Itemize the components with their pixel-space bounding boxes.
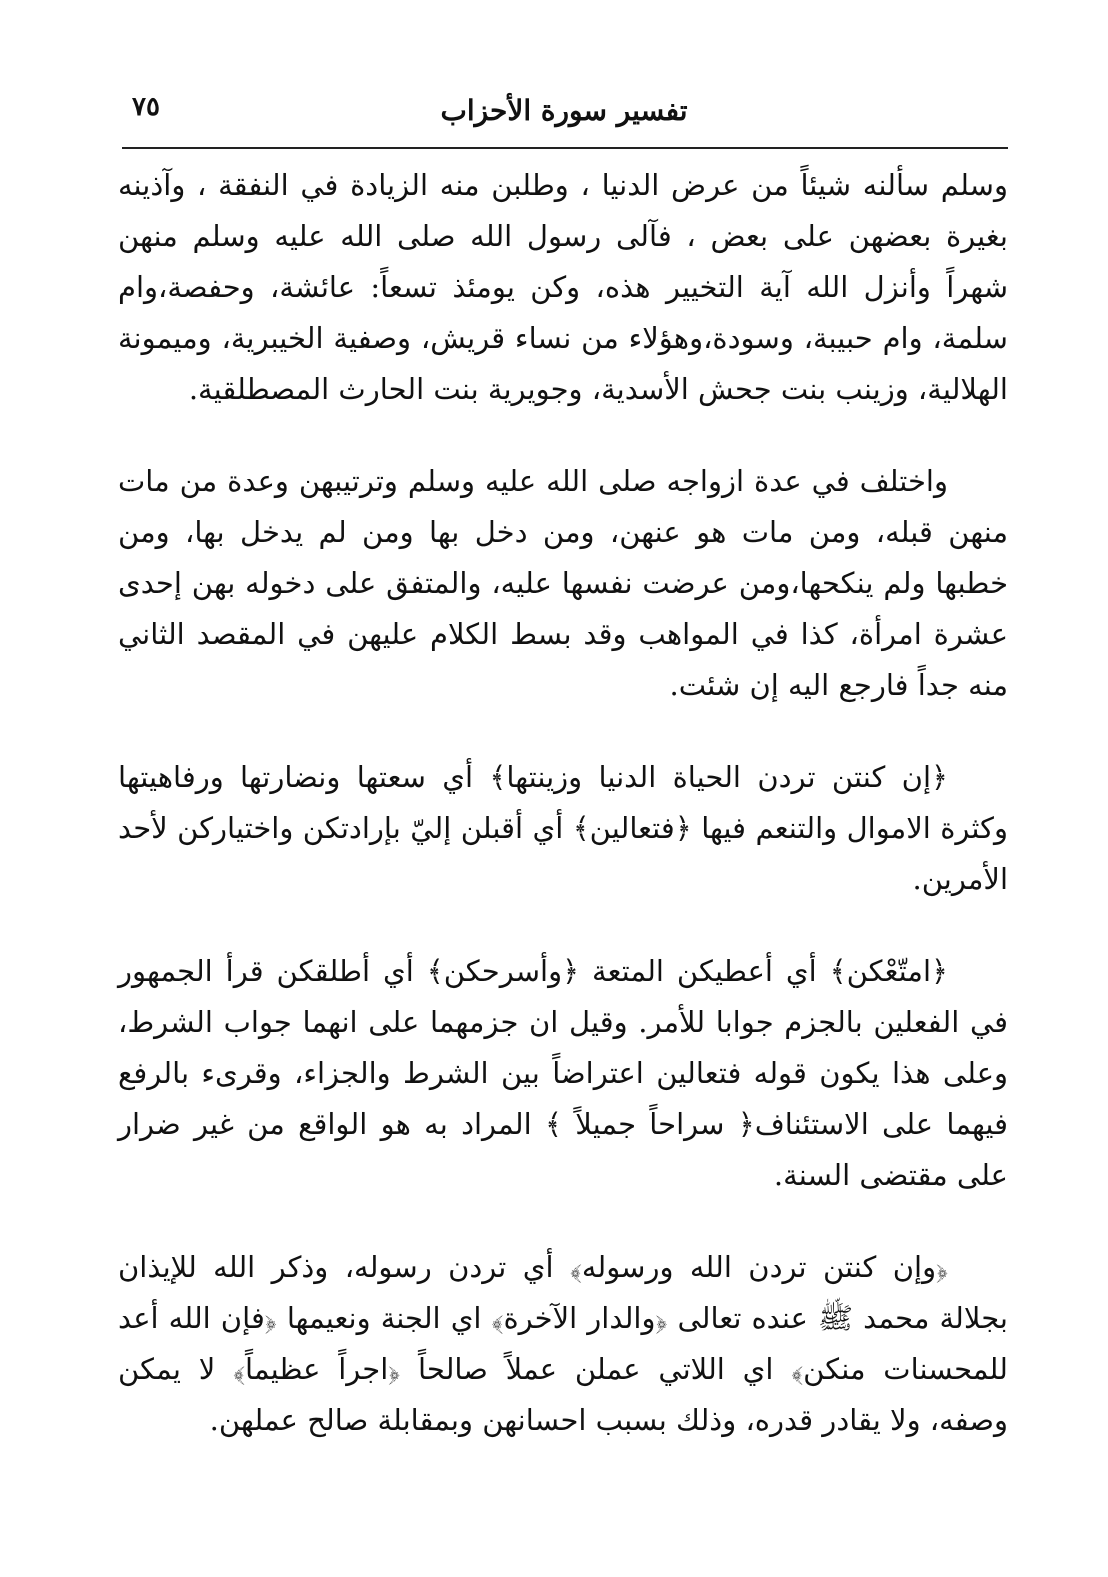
paragraph: ﴿وإن كنتن تردن الله ورسوله﴾ أي تردن رسوله، وذكر الله للإيذان بجلالة محمد ﷺ عنده تعالى ﴿والدار الآخرة﴾ اي الجنة ونعيمها ﴿فإن الله أعد للمحسنات منكن﴾ اي اللاتي عملن عملاً صالحاً ﴿اجراً عظيماً﴾ لا يمكن وصفه، ولا يقادر قدره، وذلك بسبب احسانهن وبمقابلة صالح عملهن. bbox=[118, 1250, 1008, 1437]
page-header bbox=[120, 88, 1008, 144]
paragraph: ﴿امتّعْكن﴾ أي أعطيكن المتعة ﴿وأسرحكن﴾ أي أطلقكن قرأ الجمهور في الفعلين بالجزم جوابا للأمر. وقيل ان جزمهما على انهما جواب الشرط، وعلى هذا يكون قوله فتعالين اعتراضاً بين الشرط والجزاء، وقرىء بالرفع فيهما على الاستئناف﴿ سراحاً جميلاً ﴾ المراد به هو الواقع من غير ضرار على مقتضى السنة. bbox=[118, 954, 1008, 1192]
running-title: تفسير سورة الأحزاب bbox=[440, 94, 688, 127]
header-divider bbox=[122, 147, 1008, 149]
paragraph: ﴿إن كنتن تردن الحياة الدنيا وزينتها﴾ أي سعتها ونضارتها ورفاهيتها وكثرة الاموال والتنعم فيها ﴿فتعالين﴾ أي أقبلن إليّ بإرادتكن واختياركن لأحد الأمرين. bbox=[118, 760, 1008, 896]
paragraph: واختلف في عدة ازواجه صلى الله عليه وسلم وترتيبهن وعدة من مات منهن قبله، ومن مات هو عنهن، ومن دخل بها ومن لم يدخل بها، ومن خطبها ولم ينكحها،ومن عرضت نفسها عليه، والمتفق على دخوله بهن إحدى عشرة امرأة، كذا في المواهب وقد بسط الكلام عليهن في المقصد الثاني منه جداً فارجع اليه إن شئت. bbox=[118, 464, 1008, 702]
page-body bbox=[118, 160, 1008, 1446]
page-number: ٧٥ bbox=[132, 92, 160, 122]
paragraph: وسلم سألنه شيئاً من عرض الدنيا ، وطلبن منه الزيادة في النفقة ، وآذينه بغيرة بعضهن على بعض ، فآلى رسول الله صلى الله عليه وسلم منهن شهراً وأنزل الله آية التخيير هذه، وكن يومئذ تسعاً: عائشة، وحفصة،وام سلمة، وام حبيبة، وسودة،وهؤلاء من نساء قريش، وصفية الخيبرية، وميمونة الهلالية، وزينب بنت جحش الأسدية، وجويرية بنت الحارث المصطلقية. bbox=[118, 168, 1008, 406]
